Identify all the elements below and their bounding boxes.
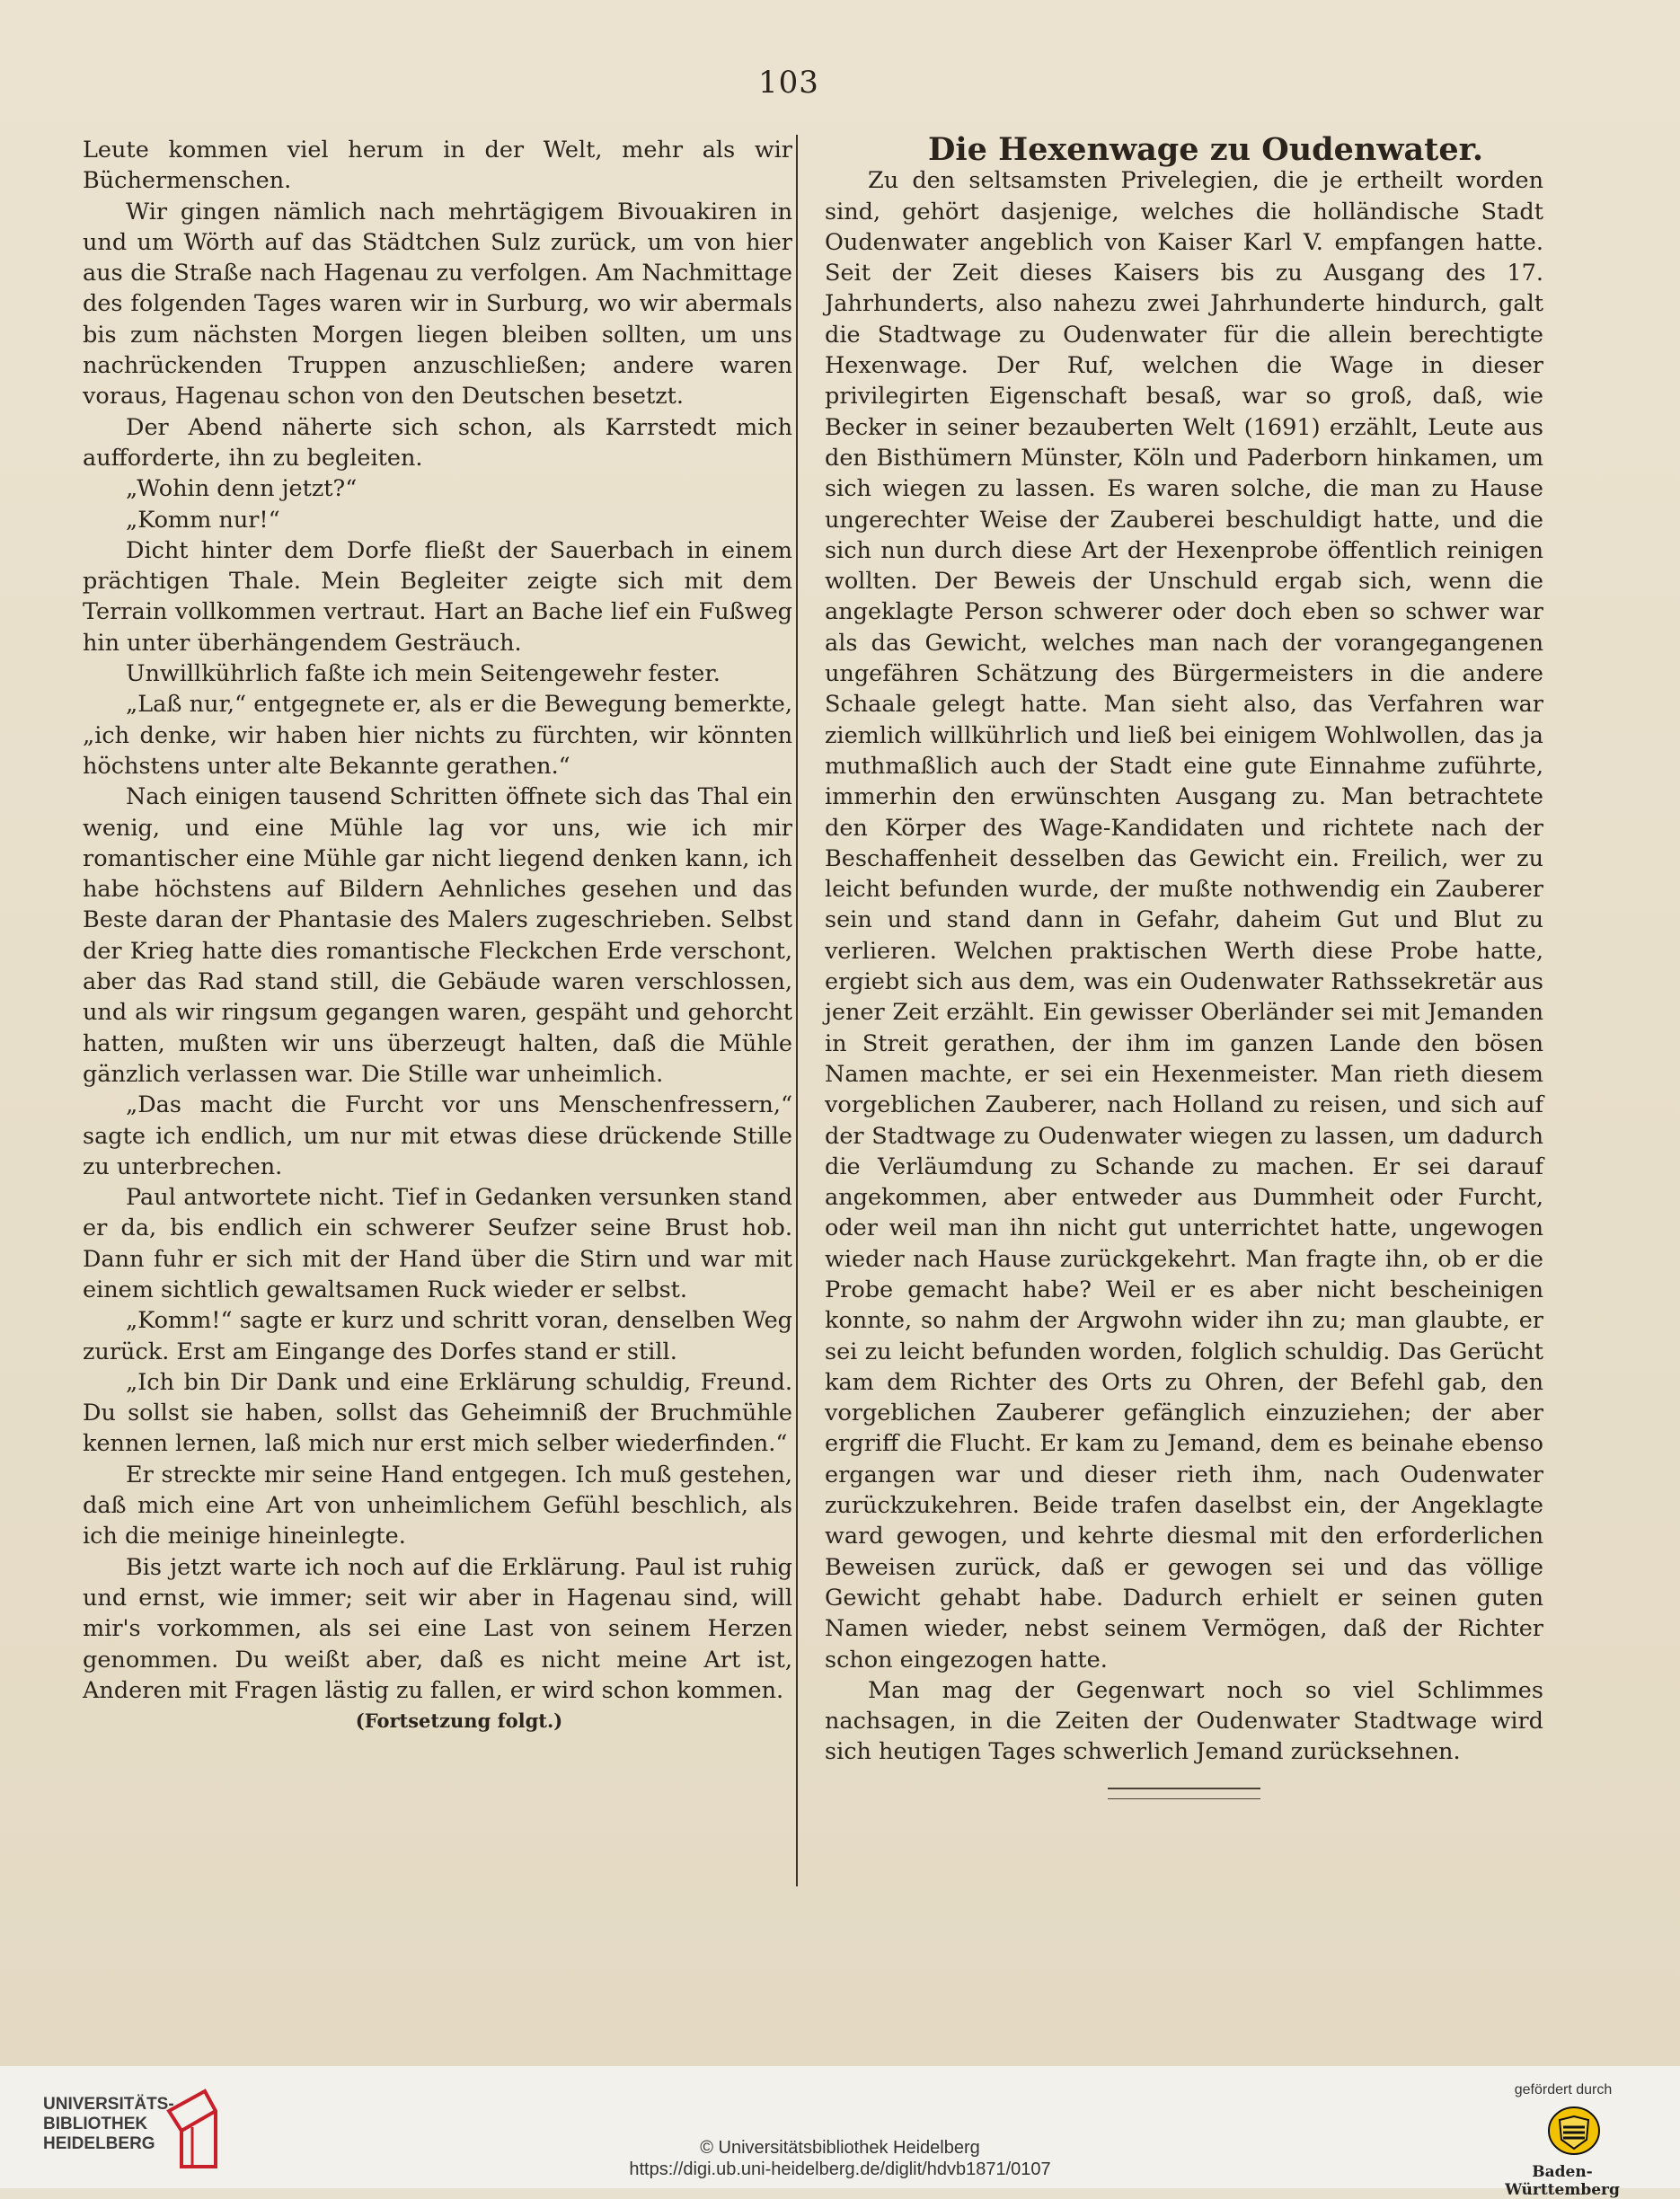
paragraph: Bis jetzt warte ich noch auf die Erklärung. Paul ist ruhig und ernst, wie immer; seit wir aber in Hagenau sind, will mir's vorkommen, als sei eine Last von seinem Herzen genommen. Du weißt aber, daß es nicht meine Art ist, Anderen mit Fragen lästig zu fallen, er wird schon kommen. <box>83 1553 792 1704</box>
paragraph: „Ich bin Dir Dank und eine Erklärung schuldig, Freund. Du sollst sie haben, sollst das Geheimniß der Bruchmühle kennen lernen, laß mich nur erst mich selber wiederfinden.“ <box>83 1368 792 1458</box>
source-url[interactable]: https://digi.ub.uni-heidelberg.de/diglit/hdvb1871/0107 <box>629 2159 1051 2179</box>
copyright-text: © Universitätsbibliothek Heidelberg <box>700 2138 980 2158</box>
library-name-line: UNIVERSITÄTS- <box>43 2095 174 2114</box>
paragraph: Leute kommen viel herum in der Welt, mehr als wir Büchermenschen. <box>83 137 792 195</box>
paragraph: Wir gingen nämlich nach mehrtägigem Bivouakiren in und um Wörth auf das Städtchen Sulz zurück, um von hier aus die Straße nach Hagenau zu verfolgen. Am Nachmittage des folgenden Tages waren wir in Surburg, wo wir abermals bis zum nächsten Morgen liegen bleiben sollten, um uns nachrückenden Truppen anzuschließen; andere waren voraus, Hagenau schon von den Deutschen besetzt. <box>83 198 792 411</box>
paragraph: Zu den seltsamsten Privelegien, die je ertheilt worden sind, gehört dasjenige, welches die holländische Stadt Oudenwater angeblich von Kaiser Karl V. empfangen hatte. Seit der Zeit dieses Kaisers bis zu Ausgang des 17. Jahrhunderts, also nahezu zwei Jahrhunderte hindurch, galt die Stadtwage zu Oudenwater für die allein berechtigte Hexenwage. Der Ruf, welchen die Wage in dieser privilegirten Eigenschaft besaß, war so groß, daß, wie Becker in seiner bezauberten Welt (1691) erzählt, Leute aus den Bisthümern Münster, Köln und Paderborn hinkamen, um sich wiegen zu lassen. Es waren solche, die man zu Hause ungerechter Weise der Zauberei beschuldigt hatte, und die sich nun durch diese Art der Hexenprobe öffentlich reinigen wollten. Der Beweis der Unschuld ergab sich, wenn die angeklagte Person schwerer oder doch eben so schwer war als das Gewicht, welches man nach der vorangegangenen ungefähren Schätzung des Bürgermeisters in die andere Schaale gelegt hatte. Man sieht also, das Verfahren war ziemlich willkührlich und ließ bei einigem Wohlwollen, das ja muthmaßlich auch der Stadt eine gute Einnahme zuführte, immerhin den erwünschten Ausgang zu. Man betrachtete den Körper des Wage-Kandidaten und richtete nach der Beschaffenheit desselben das Gewicht ein. Freilich, wer zu leicht befunden wurde, der mußte nothwendig ein Zauberer sein und stand dann in Gefahr, daheim Gut und Blut zu verlieren. Welchen praktischen Werth diese Probe hatte, ergiebt sich aus dem, was ein Oudenwater Rathssekretär aus jener Zeit erzählt. Ein gewisser Oberländer sei mit Jemanden in Streit gerathen, der ihm im ganzen Lande den bösen Namen machte, er sei ein Hexenmeister. Man rieth diesem vorgeblichen Zauberer, nach Holland zu reisen, und sich auf der Stadtwage zu Oudenwater wiegen zu lassen, um dadurch die Verläumdung zu Schande zu machen. Er sei darauf angekommen, aber entweder aus Dummheit oder Furcht, oder weil man ihn nicht gut unterrichtet hatte, ungewogen wieder nach Hause zurückgekehrt. Man fragte ihn, ob er die Probe gemacht habe? Weil er es aber nicht bescheinigen konnte, so nahm der Argwohn wider ihn zu; man glaubte, er sei zu leicht befunden worden, folglich schuldig. Das Gerücht kam dem Richter des Orts zu Ohren, der Befehl gab, den vorgeblichen Zauberer gefänglich einzuziehen; der aber ergriff die Flucht. Er kam zu Jemand, dem es beinahe ebenso ergangen war und dieser rieth ihm, nach Oudenwater zurückzukehren. Beide trafen daselbst ein, der Angeklagte ward gewogen, und kehrte diesmal mit den erforderlichen Beweisen zurück, daß er gewogen sei und das völlige Gewicht gehabt habe. Dadurch erhielt er seinen guten Namen wieder, nebst seinem Vermögen, daß der Richter schon eingezogen hatte. <box>825 167 1543 1674</box>
end-ornament <box>1108 1788 1260 1799</box>
library-name-line: HEIDELBERG <box>43 2134 155 2153</box>
right-column <box>825 131 1543 1799</box>
paragraph: „Komm!“ sagte er kurz und schritt voran, denselben Weg zurück. Erst am Eingange des Dorfes stand er still. <box>83 1307 792 1365</box>
state-crest-icon <box>1547 2104 1601 2158</box>
funded-by-label: gefördert durch <box>1514 2082 1613 2097</box>
paragraph: Dicht hinter dem Dorfe fließt der Sauerbach in einem prächtigen Thale. Mein Begleiter zeigte sich mit dem Terrain vollkommen vertraut. Hart an Bache lief ein Fußweg hin unter überhängendem Gesträuch. <box>83 536 792 657</box>
library-name-line: BIBLIOTHEK <box>43 2115 148 2133</box>
paragraph: Er streckte mir seine Hand entgegen. Ich muß gestehen, daß mich eine Art von unheimlichem Gefühl beschlich, als ich die meinige hineinlegte. <box>83 1461 792 1550</box>
paragraph: „Das macht die Furcht vor uns Menschenfressern,“ sagte ich endlich, um nur mit etwas diese drückende Stille zu unterbrechen. <box>83 1091 792 1180</box>
paragraph: „Laß nur,“ entgegnete er, als er die Bewegung bemerkte, „ich denke, wir haben hier nichts zu fürchten, wir könnten höchstens unter alte Bekannte gerathen.“ <box>83 691 792 780</box>
paragraph: Paul antwortete nicht. Tief in Gedanken versunken stand er da, bis endlich ein schwerer Seufzer seine Brust hob. Dann fuhr er sich mit der Hand über die Stirn und war mit einem sichtlich gewaltsamen Ruck wieder er selbst. <box>83 1184 792 1303</box>
paragraph: Unwillkührlich faßte ich mein Seitengewehr fester. <box>126 660 721 688</box>
paragraph: „Komm nur!“ <box>126 506 280 534</box>
article-title: Die Hexenwage zu Oudenwater. <box>927 131 1484 168</box>
state-name: Baden-Württemberg <box>1505 2163 1620 2199</box>
continued-note: (Fortsetzung folgt.) <box>355 1709 563 1733</box>
footer-bar <box>0 2066 1680 2199</box>
paragraph: „Wohin denn jetzt?“ <box>126 475 358 503</box>
paragraph: Der Abend näherte sich schon, als Karrstedt mich aufforderte, ihn zu begleiten. <box>83 413 792 472</box>
column-divider <box>796 135 798 1886</box>
page-number: 103 <box>758 65 819 101</box>
left-column <box>83 135 792 1736</box>
paragraph: Man mag der Gegenwart noch so viel Schlimmes nachsagen, in die Zeiten der Oudenwater Stadtwage wird sich heutigen Tages schwerlich Jemand zurücksehnen. <box>825 1676 1543 1766</box>
paragraph: Nach einigen tausend Schritten öffnete sich das Thal ein wenig, und eine Mühle lag vor uns, wie ich mir romantischer eine Mühle gar nicht liegend denken kann, ich habe höchstens auf Bildern Aehnliches gesehen und das Beste daran der Phantasie des Malers zugeschrieben. Selbst der Krieg hatte dies romantische Fleckchen Erde verschont, aber das Rad stand still, die Gebäude waren verschlossen, und als wir ringsum gegangen waren, gespäht und gehorcht hatten, mußten wir uns überzeugt halten, daß die Mühle gänzlich verlassen war. Die Stille war unheimlich. <box>83 783 792 1088</box>
